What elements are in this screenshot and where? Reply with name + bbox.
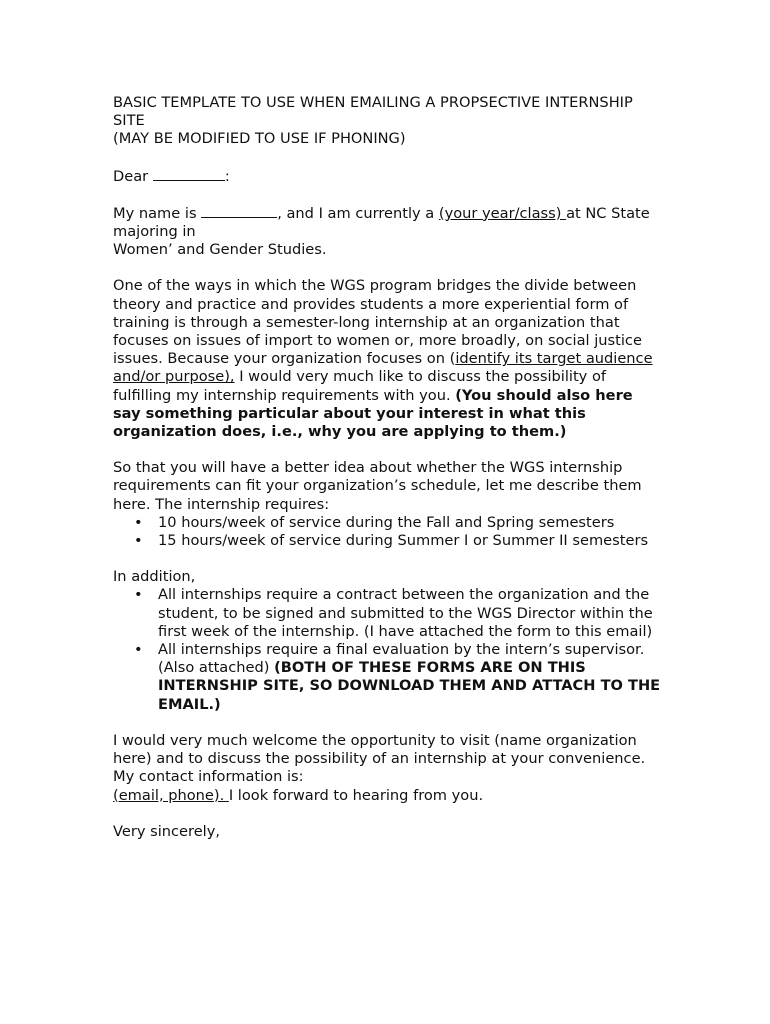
salutation: Dear : xyxy=(113,167,230,185)
heading-line-2: (MAY BE MODIFIED TO USE IF PHONING) xyxy=(113,130,406,148)
list-item: • 15 hours/week of service during Summer I or Summer II semesters xyxy=(158,532,663,550)
audience-placeholder: identify its target audience and/or purpose), xyxy=(113,350,653,386)
addition-intro: In addition, xyxy=(113,568,196,586)
list-item: • All internships require a contract between the organization and the student, to be signed and submitted to the WGS Director within the first week of the internship. (I have attached the form to this email) xyxy=(158,586,663,641)
contact-paragraph: I would very much welcome the opportunity to visit (name organization here) and to discuss the possibility of an internship at your convenience. My contact information is: (email, phone). I look forward to hearing from you. xyxy=(113,731,646,804)
requirements-paragraph: So that you will have a better idea about whether the WGS internship requirements can fit your organization’s schedule, let me describe them here. The internship requires: xyxy=(113,459,642,513)
additional-requirements-list xyxy=(113,586,663,713)
requirements-list xyxy=(113,514,663,550)
name-blank xyxy=(201,204,277,218)
forms-instruction: (BOTH OF THESE FORMS ARE ON THIS INTERNSHIP SITE, SO DOWNLOAD THEM AND ATTACH TO THE EMAIL.) xyxy=(158,659,661,713)
contact-placeholder: (email, phone). xyxy=(113,786,229,804)
heading xyxy=(113,94,663,149)
closing: Very sincerely, xyxy=(113,822,221,840)
interest-instruction: (You should also here say something particular about your interest in what this organization does, i.e., why you are applying to them.) xyxy=(113,386,633,441)
intro-paragraph: My name is , and I am currently a (your year/class) at NC State majoring in Women’ and Gender Studies. xyxy=(113,204,650,259)
list-item: • All internships require a final evaluation by the intern’s supervisor. (Also attached) (BOTH OF THESE FORMS ARE ON THIS INTERNSHIP SITE, SO DOWNLOAD THEM AND ATTACH TO THE EMAIL.) xyxy=(158,641,663,714)
recipient-blank xyxy=(153,167,225,181)
program-paragraph: One of the ways in which the WGS program bridges the divide between theory and practice and provides students a more experiential form of training is through a semester-long internship at an organization that focuses on issues of import to women or, more broadly, on social justice issues. Because your organization focuses on (identify its target audience and/or purpose), I would very much like to discuss the possibility of fulfilling my internship requirements with you. (You should also here say something particular about your interest in what this organization does, i.e., why you are applying to them.) xyxy=(113,277,653,441)
heading-line-1: BASIC TEMPLATE TO USE WHEN EMAILING A PROPSECTIVE INTERNSHIP SITE xyxy=(113,94,633,130)
list-item: • 10 hours/week of service during the Fall and Spring semesters xyxy=(158,514,663,532)
year-placeholder: (your year/class) xyxy=(438,204,567,222)
document-body xyxy=(113,94,663,841)
